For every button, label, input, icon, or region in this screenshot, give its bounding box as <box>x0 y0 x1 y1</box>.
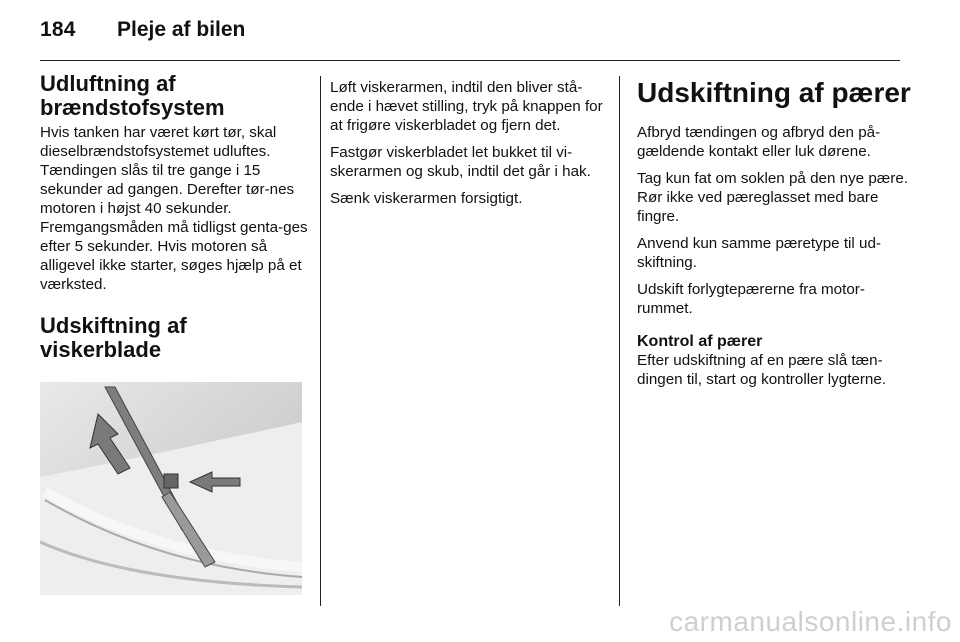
section-heading-bulb-replacement: Udskiftning af pærer <box>637 77 911 108</box>
column-divider-2 <box>619 76 620 606</box>
column-1 <box>40 72 312 595</box>
column-3 <box>637 72 912 389</box>
page-title: Pleje af bilen <box>117 18 246 41</box>
wiper-step-lower: Sænk viskerarmen forsigtigt. <box>330 190 523 207</box>
bulb-step-handle: Tag kun fat om soklen på den nye pære. Rør ikke ved pæreglasset med bare fingre. <box>637 170 909 225</box>
bulb-step-ignition: Afbryd tændingen og afbryd den på-gældende kontakt eller luk dørene. <box>637 124 881 160</box>
wiper-step-lift: Løft viskerarmen, indtil den bliver stå-ende i hævet stilling, tryk på knappen for at frigøre viskerbladet og fjern det. <box>330 79 603 134</box>
section-heading-fuel-bleed: Udluftning af brændstofsystem <box>40 71 225 120</box>
section-heading-bulb-check: Kontrol af pærer <box>637 333 763 350</box>
section-heading-wiper-blades: Udskiftning af viskerblade <box>40 313 187 362</box>
fuel-bleed-paragraph: Hvis tanken har været kørt tør, skal dieselbrændstofsystemet udluftes. Tændingen slås til tre gange i 15 sekunder ad gangen. Derefter tør-nes motoren i højst 40 sekunder. Fremgangsmåden må tidligst genta-ges efter 5 sekunder. Hvis motoren så alligevel ikke starter, søges hjælp på et værksted. <box>40 124 308 293</box>
page-number: 184 <box>40 18 76 41</box>
column-divider-1 <box>320 76 321 606</box>
wiper-blade-illustration <box>40 382 302 595</box>
bulb-step-same-type: Anvend kun samme pæretype til ud-skiftning. <box>637 235 881 271</box>
watermark: carmanualsonline.info <box>669 606 952 637</box>
bulb-step-headlamp: Udskift forlygtepærerne fra motor-rummet. <box>637 281 865 317</box>
wiper-step-attach: Fastgør viskerbladet let bukket til vi-skerarmen og skub, indtil det går i hak. <box>330 144 591 180</box>
column-2 <box>330 78 610 208</box>
header-rule <box>40 60 900 61</box>
bulb-check-paragraph: Efter udskiftning af en pære slå tæn-dingen til, start og kontroller lygterne. <box>637 352 887 388</box>
